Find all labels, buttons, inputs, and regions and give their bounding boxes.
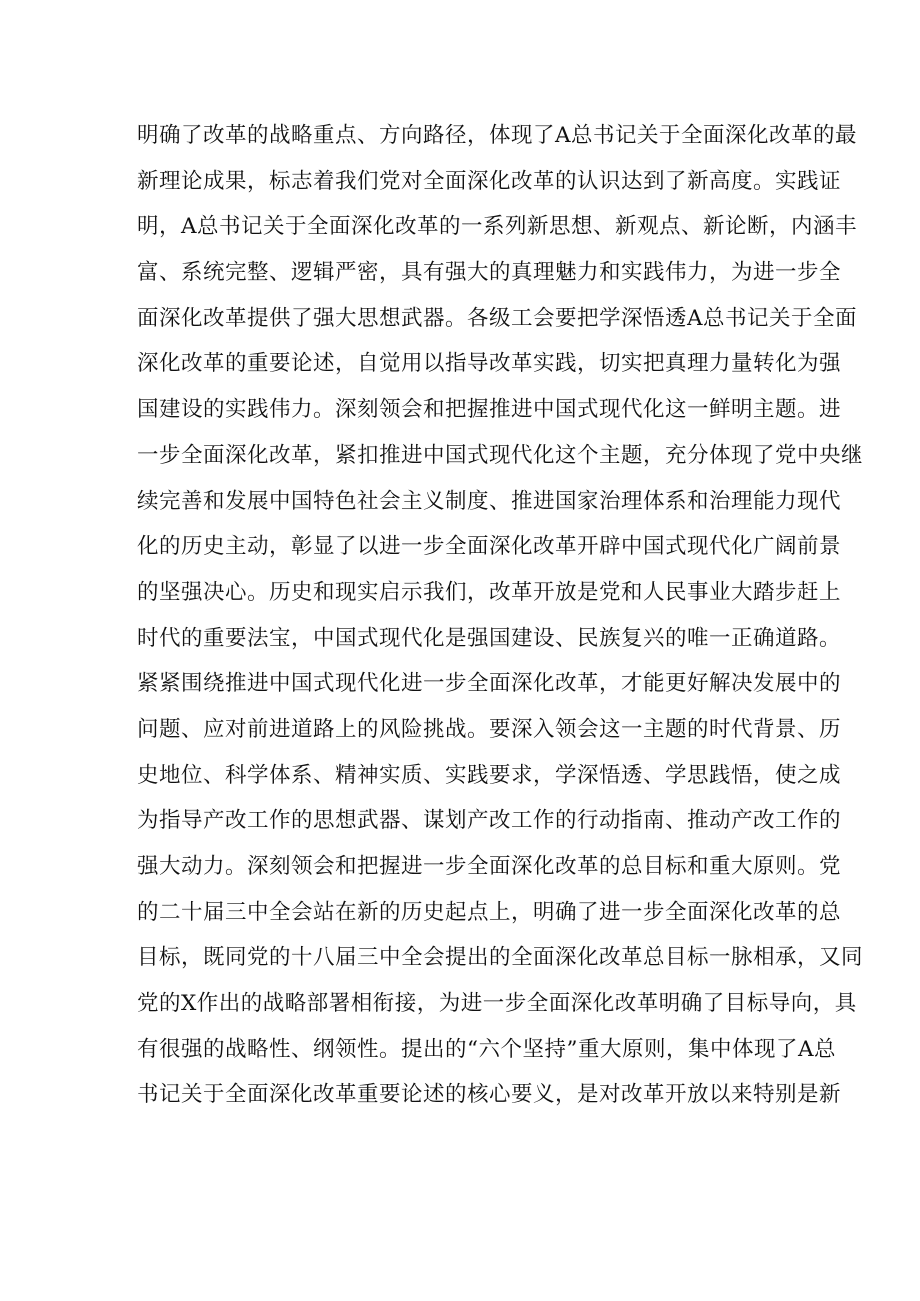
text-line: 书记关于全面深化改革重要论述的核心要义，是对改革开放以来特别是新 <box>137 1082 842 1108</box>
text-line: 时代的重要法宝，中国式现代化是强国建设、民族复兴的唯一正确道路。 <box>137 625 842 651</box>
text-line: 明确了改革的战略重点、方向路径，体现了A总书记关于全面深化改革的最 <box>137 123 858 148</box>
text-line: 明，A总书记关于全面深化改革的一系列新思想、新观点、新论断，内涵丰 <box>137 214 858 240</box>
text-line: 有很强的战略性、纲领性。提出的“六个坚持”重大原则，集中体现了A总 <box>137 1036 837 1062</box>
text-line: 面深化改革提供了强大思想武器。各级工会要把学深悟透A总书记关于全面 <box>137 305 858 331</box>
text-line: 国建设的实践伟力。深刻领会和把握推进中国式现代化这一鲜明主题。进 <box>137 397 842 423</box>
body-text <box>137 113 864 1118</box>
text-line: 目标，既同党的十八届三中全会提出的全面深化改革总目标一脉相承，又同 <box>137 945 864 971</box>
text-line: 史地位、科学体系、精神实质、实践要求，学深悟透、学思践悟，使之成 <box>137 762 842 788</box>
text-line: 问题、应对前进道路上的风险挑战。要深入领会这一主题的时代背景、历 <box>137 716 842 742</box>
text-line: 新理论成果，标志着我们党对全面深化改革的认识达到了新高度。实践证 <box>137 168 842 194</box>
text-line: 化的历史主动，彰显了以进一步全面深化改革开辟中国式现代化广阔前景 <box>137 534 842 560</box>
text-line: 为指导产改工作的思想武器、谋划产改工作的行动指南、推动产改工作的 <box>137 808 842 834</box>
text-line: 深化改革的重要论述，自觉用以指导改革实践，切实把真理力量转化为强 <box>137 351 842 377</box>
text-line: 紧紧围绕推进中国式现代化进一步全面深化改革，才能更好解决发展中的 <box>137 671 842 697</box>
text-line: 的二十届三中全会站在新的历史起点上，明确了进一步全面深化改革的总 <box>137 899 842 925</box>
text-line: 一步全面深化改革，紧扣推进中国式现代化这个主题，充分体现了党中央继 <box>137 442 864 468</box>
text-line: 强大动力。深刻领会和把握进一步全面深化改革的总目标和重大原则。党 <box>137 854 842 879</box>
text-line: 富、系统完整、逻辑严密，具有强大的真理魅力和实践伟力，为进一步全 <box>137 260 842 286</box>
text-line: 党的X作出的战略部署相衔接，为进一步全面深化改革明确了目标导向，具 <box>137 991 857 1017</box>
text-line: 的坚强决心。历史和现实启示我们，改革开放是党和人民事业大踏步赶上 <box>137 579 842 605</box>
text-line: 续完善和发展中国特色社会主义制度、推进国家治理体系和治理能力现代 <box>137 488 842 514</box>
